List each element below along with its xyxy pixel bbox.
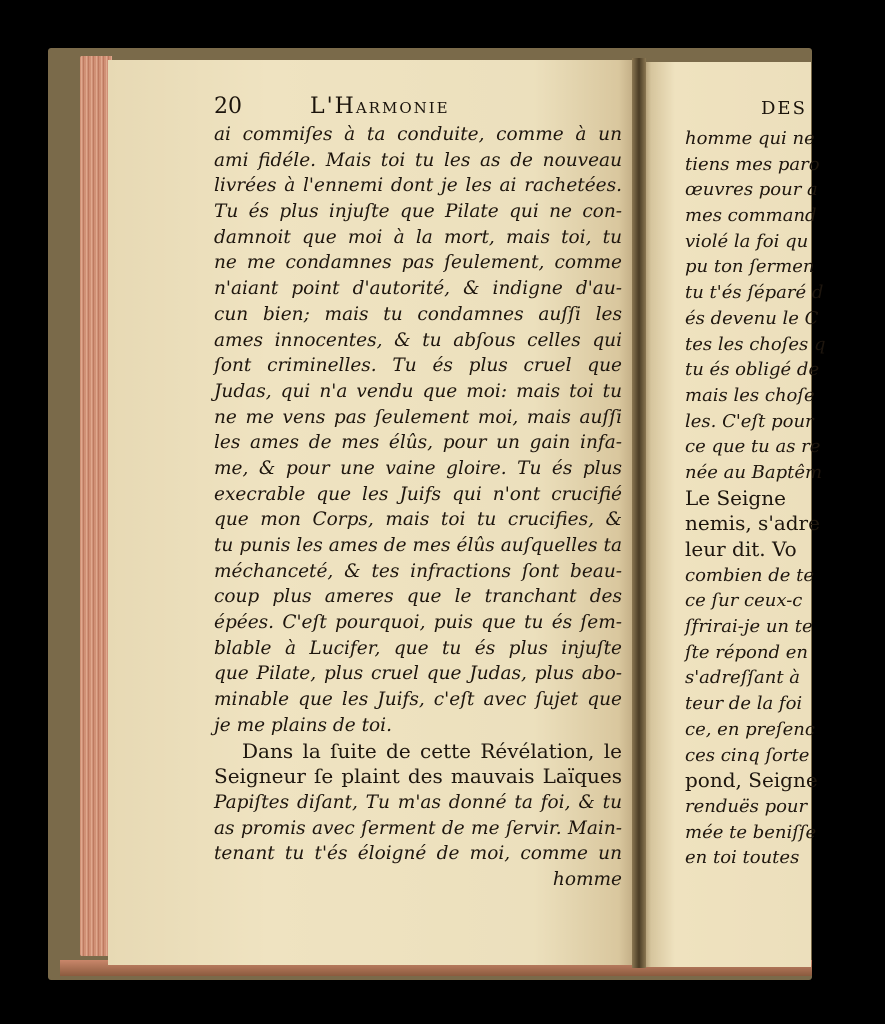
text-line: Dans la ſuite de cette Révélation, le — [242, 738, 622, 763]
text-line: homme qui ne — [685, 128, 815, 149]
text-line: s'adreſſant à — [685, 667, 801, 689]
text-line: ami fidéle. Mais toi tu les as de nouveau — [214, 149, 622, 171]
text-line: Seigneur ſe plaint des mauvais Laïques — [214, 764, 622, 789]
text-line: ce que tu as re — [685, 436, 821, 458]
text-line: ſte répond en — [685, 641, 808, 663]
book-gutter — [632, 58, 646, 968]
text-line: mais les choſe — [685, 384, 815, 406]
text-line: pond, Seigne — [685, 768, 818, 793]
text-line: cun bien; mais tu condamnes auſſi les — [214, 303, 622, 325]
text-line: execrable que les Juifs qui n'ont crucifié — [214, 483, 622, 505]
right-page — [641, 62, 826, 967]
text-line: ſont criminelles. Tu és plus cruel que — [214, 355, 622, 377]
text-line: teur de la foi — [685, 693, 803, 715]
text-line: ai commiſes à ta conduite, comme à un — [214, 124, 622, 145]
right-running-title: DES — [761, 98, 807, 119]
text-line: Tu és plus injuſte que Pilate qui ne con- — [214, 201, 622, 223]
text-line: as promis avec ſerment de me ſervir. Main- — [214, 817, 622, 839]
text-line: tiens mes paro — [685, 153, 820, 175]
text-line: combien de te — [685, 564, 815, 586]
text-line: renduës pour — [685, 795, 808, 817]
text-line: livrées à l'ennemi dont je les ai rachetées. — [214, 175, 622, 197]
text-line: tu punis les ames de mes élûs auſquelles ta — [214, 535, 622, 556]
text-line: je me plains de toi. — [214, 714, 392, 736]
text-line: violé la foi qu — [685, 230, 809, 252]
text-line: nemis, s'adre — [685, 511, 820, 536]
text-line: épées. C'eſt pourquoi, puis que tu és ſem- — [214, 612, 622, 634]
text-line: damnoit que moi à la mort, mais toi, tu — [214, 226, 622, 248]
left-page-header — [214, 94, 634, 124]
text-line: n'aiant point d'autorité, & indigne d'au- — [214, 278, 622, 300]
text-line: pu ton ſermen — [685, 256, 815, 278]
text-line: mes command — [685, 205, 817, 227]
text-line: blable à Lucifer, que tu és plus injuſte — [214, 637, 622, 659]
text-line: les ames de mes élûs, pour un gain infa- — [214, 432, 622, 454]
page-number: 20 — [214, 94, 242, 119]
text-line: ames innocentes, & tu abſous celles qui — [214, 329, 622, 351]
text-line: ces cinq ſorte — [685, 744, 810, 766]
text-line: méchanceté, & tes infractions ſont beau- — [214, 560, 622, 582]
text-line: Papiſtes diſant, Tu m'as donné ta foi, & tu — [214, 791, 622, 813]
text-line: minable que les Juifs, c'eſt avec ſujet que — [214, 689, 622, 711]
text-line: ce ſur ceux-c — [685, 590, 803, 612]
text-line: tes les choſes q — [685, 333, 826, 355]
text-line: que Pilate, plus cruel que Judas, plus abo- — [214, 663, 622, 685]
text-line: leur dit. Vo — [685, 537, 797, 561]
text-line: mée te beniſſe — [685, 821, 817, 843]
text-line: me, & pour une vaine gloire. Tu és plus — [214, 457, 622, 479]
left-text-block — [214, 122, 622, 893]
text-line: tu t'és ſéparé d — [685, 282, 824, 304]
text-line: ſfrirai-je un te — [685, 616, 813, 638]
text-line: tenant tu t'és éloigné de moi, comme un — [214, 843, 622, 865]
text-line: homme — [552, 868, 622, 890]
text-line: tu és obligé de — [685, 359, 820, 381]
text-line: que mon Corps, mais toi tu crucifies, & — [214, 509, 622, 531]
text-line: Le Seigne — [685, 485, 786, 510]
text-line: és devenu le C — [685, 307, 819, 329]
text-line: en toi toutes — [685, 847, 800, 869]
text-line: les. C'eſt pour — [685, 410, 814, 432]
running-title: L'Harmonie — [310, 94, 450, 119]
text-line: ne me condamnes pas ſeulement, comme — [214, 252, 622, 274]
text-line: née au Baptêm — [685, 461, 823, 483]
text-line: coup plus ameres que le tranchant des — [214, 586, 622, 608]
text-line: ce, en preſenc — [685, 718, 815, 740]
text-line: œuvres pour a — [685, 179, 818, 201]
text-line: Judas, qui n'a vendu que moi: mais toi tu — [214, 380, 622, 402]
right-text-block — [685, 126, 885, 871]
text-line: ne me vens pas ſeulement moi, mais auſſi — [214, 406, 622, 428]
